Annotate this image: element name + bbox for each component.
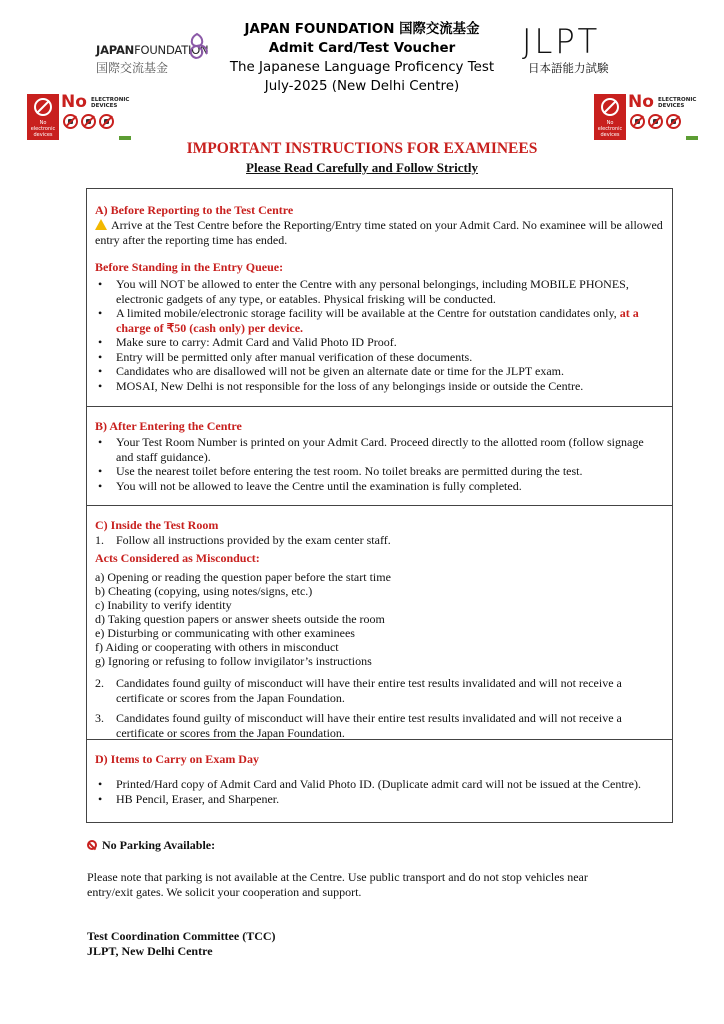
misconduct-heading: Acts Considered as Misconduct: [95,551,260,565]
signature-committee: Test Coordination Committee (TCC) [87,929,276,943]
instructions-box [86,188,673,823]
japan-foundation-logo [96,30,216,78]
no-electronic-devices-sign-left [27,94,131,140]
misconduct-item: a) Opening or reading the question paper before the start time [95,570,391,584]
sign-devices-text: DEVICES [658,103,685,109]
no-camera-icon [648,114,663,129]
sign-no-text: No [628,92,654,112]
sign-devices-text: DEVICES [91,103,118,109]
sign-electronic-text: ELECTRONIC [91,97,130,103]
misconduct-item: d) Taking question papers or answer sheets outside the room [95,612,385,626]
sign-red-text: No electronic devices [30,120,56,138]
no-laptop-icon [666,114,681,129]
no-camera-icon [81,114,96,129]
list-item: • Use the nearest toilet before entering the test room. No toilet breaks are permitted during the test. [95,464,663,479]
misconduct-item: g) Ignoring or refusing to follow invigilator’s instructions [95,654,372,668]
header-org: JAPAN FOUNDATION 国際交流基金 [244,22,480,37]
divider [87,406,672,407]
list-item: • Make sure to carry: Admit Card and Valid Photo ID Proof. [95,335,663,350]
no-parking-text: Please note that parking is not available at the Centre. Use public transport and do not stop vehicles near entry/exit gates. We solicit your cooperation and support. [87,870,588,899]
list-item: • Your Test Room Number is printed on your Admit Card. Proceed directly to the allotted room (follow signage and staff guidance). [95,435,663,464]
divider [87,739,672,740]
section-d-heading: D) Items to Carry on Exam Day [95,752,259,766]
section-a-intro: Arrive at the Test Centre before the Reporting/Entry time stated on your Admit Card. No examinee will be allowed entry after the reporting time has ended. [95,218,663,247]
warning-icon [95,219,107,230]
jf-logo-wordmark: JAPANFOUNDATION [96,43,209,57]
page-title: IMPORTANT INSTRUCTIONS FOR EXAMINEES [186,140,538,157]
no-mobile-icon [63,114,78,129]
misconduct-item: f) Aiding or cooperating with others in misconduct [95,640,339,654]
list-item: • HB Pencil, Eraser, and Sharpener. [95,792,663,807]
entry-queue-heading: Before Standing in the Entry Queue: [95,260,284,274]
header-test-name: The Japanese Language Proficency Test [229,60,495,75]
sign-no-text: No [61,92,87,112]
jlpt-logo-kanji: 日本語能力試験 [528,61,609,75]
test-room-rule-3: 3. Candidates found guilty of misconduct will have their entire test results invalidated and will not receive a certificate or scores from the Japan Foundation. [95,711,622,740]
header-session: July-2025 (New Delhi Centre) [264,79,460,94]
sign-electronic-text: ELECTRONIC [658,97,697,103]
admit-card-header [200,20,524,96]
header-doc-type: Admit Card/Test Voucher [268,41,456,56]
list-item: • Candidates who are disallowed will not be given an alternate date or time for the JLPT exam. [95,364,663,379]
page-subtitle: Please Read Carefully and Follow Strictly [246,160,478,175]
sign-red-text: No electronic devices [597,120,623,138]
no-parking-heading: No Parking Available: [87,838,215,853]
section-a-heading: A) Before Reporting to the Test Centre [95,203,294,217]
list-item: • MOSAI, New Delhi is not responsible for the loss of any belongings inside or outside the Centre. [95,379,663,394]
list-item: • Printed/Hard copy of Admit Card and Valid Photo ID. (Duplicate admit card will not be issued at the Centre). [95,777,663,792]
jf-logo-kanji: 国際交流基金 [96,61,169,75]
section-c-heading: C) Inside the Test Room [95,518,219,532]
signature-centre: JLPT, New Delhi Centre [87,944,213,958]
no-phone-icon [34,98,52,116]
list-item: • You will not be allowed to leave the Centre until the examination is fully completed. [95,479,663,494]
test-room-rule-1: 1. Follow all instructions provided by the exam center staff. [95,533,391,547]
section-b-heading: B) After Entering the Centre [95,419,242,433]
no-laptop-icon [99,114,114,129]
section-d-list [95,777,663,806]
misconduct-item: c) Inability to verify identity [95,598,232,612]
list-item: • You will NOT be allowed to enter the Centre with any personal belongings, including MOBILE PHONES, electronic gadgets of any type, or eatables. Physical frisking will be conducted. [95,277,663,306]
entry-queue-list [95,277,663,393]
section-b-list [95,435,663,493]
no-parking-icon [87,840,97,850]
misconduct-item: e) Disturbing or communicating with other examinees [95,626,355,640]
test-room-rule-2: 2. Candidates found guilty of misconduct will have their entire test results invalidated and will not receive a certificate or scores from the Japan Foundation. [95,676,622,705]
no-electronic-devices-sign-right [594,94,698,140]
misconduct-item: b) Cheating (copying, using notes/signs, etc.) [95,584,313,598]
divider [87,505,672,506]
no-phone-icon [601,98,619,116]
list-item: • Entry will be permitted only after manual verification of these documents. [95,350,663,365]
jlpt-logo [520,22,612,76]
list-item: • A limited mobile/electronic storage facility will be available at the Centre for outstation candidates only, at a charge of ₹50 (cash only) per device. [95,306,663,335]
no-mobile-icon [630,114,645,129]
jlpt-logo-wordmark: JLPT [522,22,601,62]
